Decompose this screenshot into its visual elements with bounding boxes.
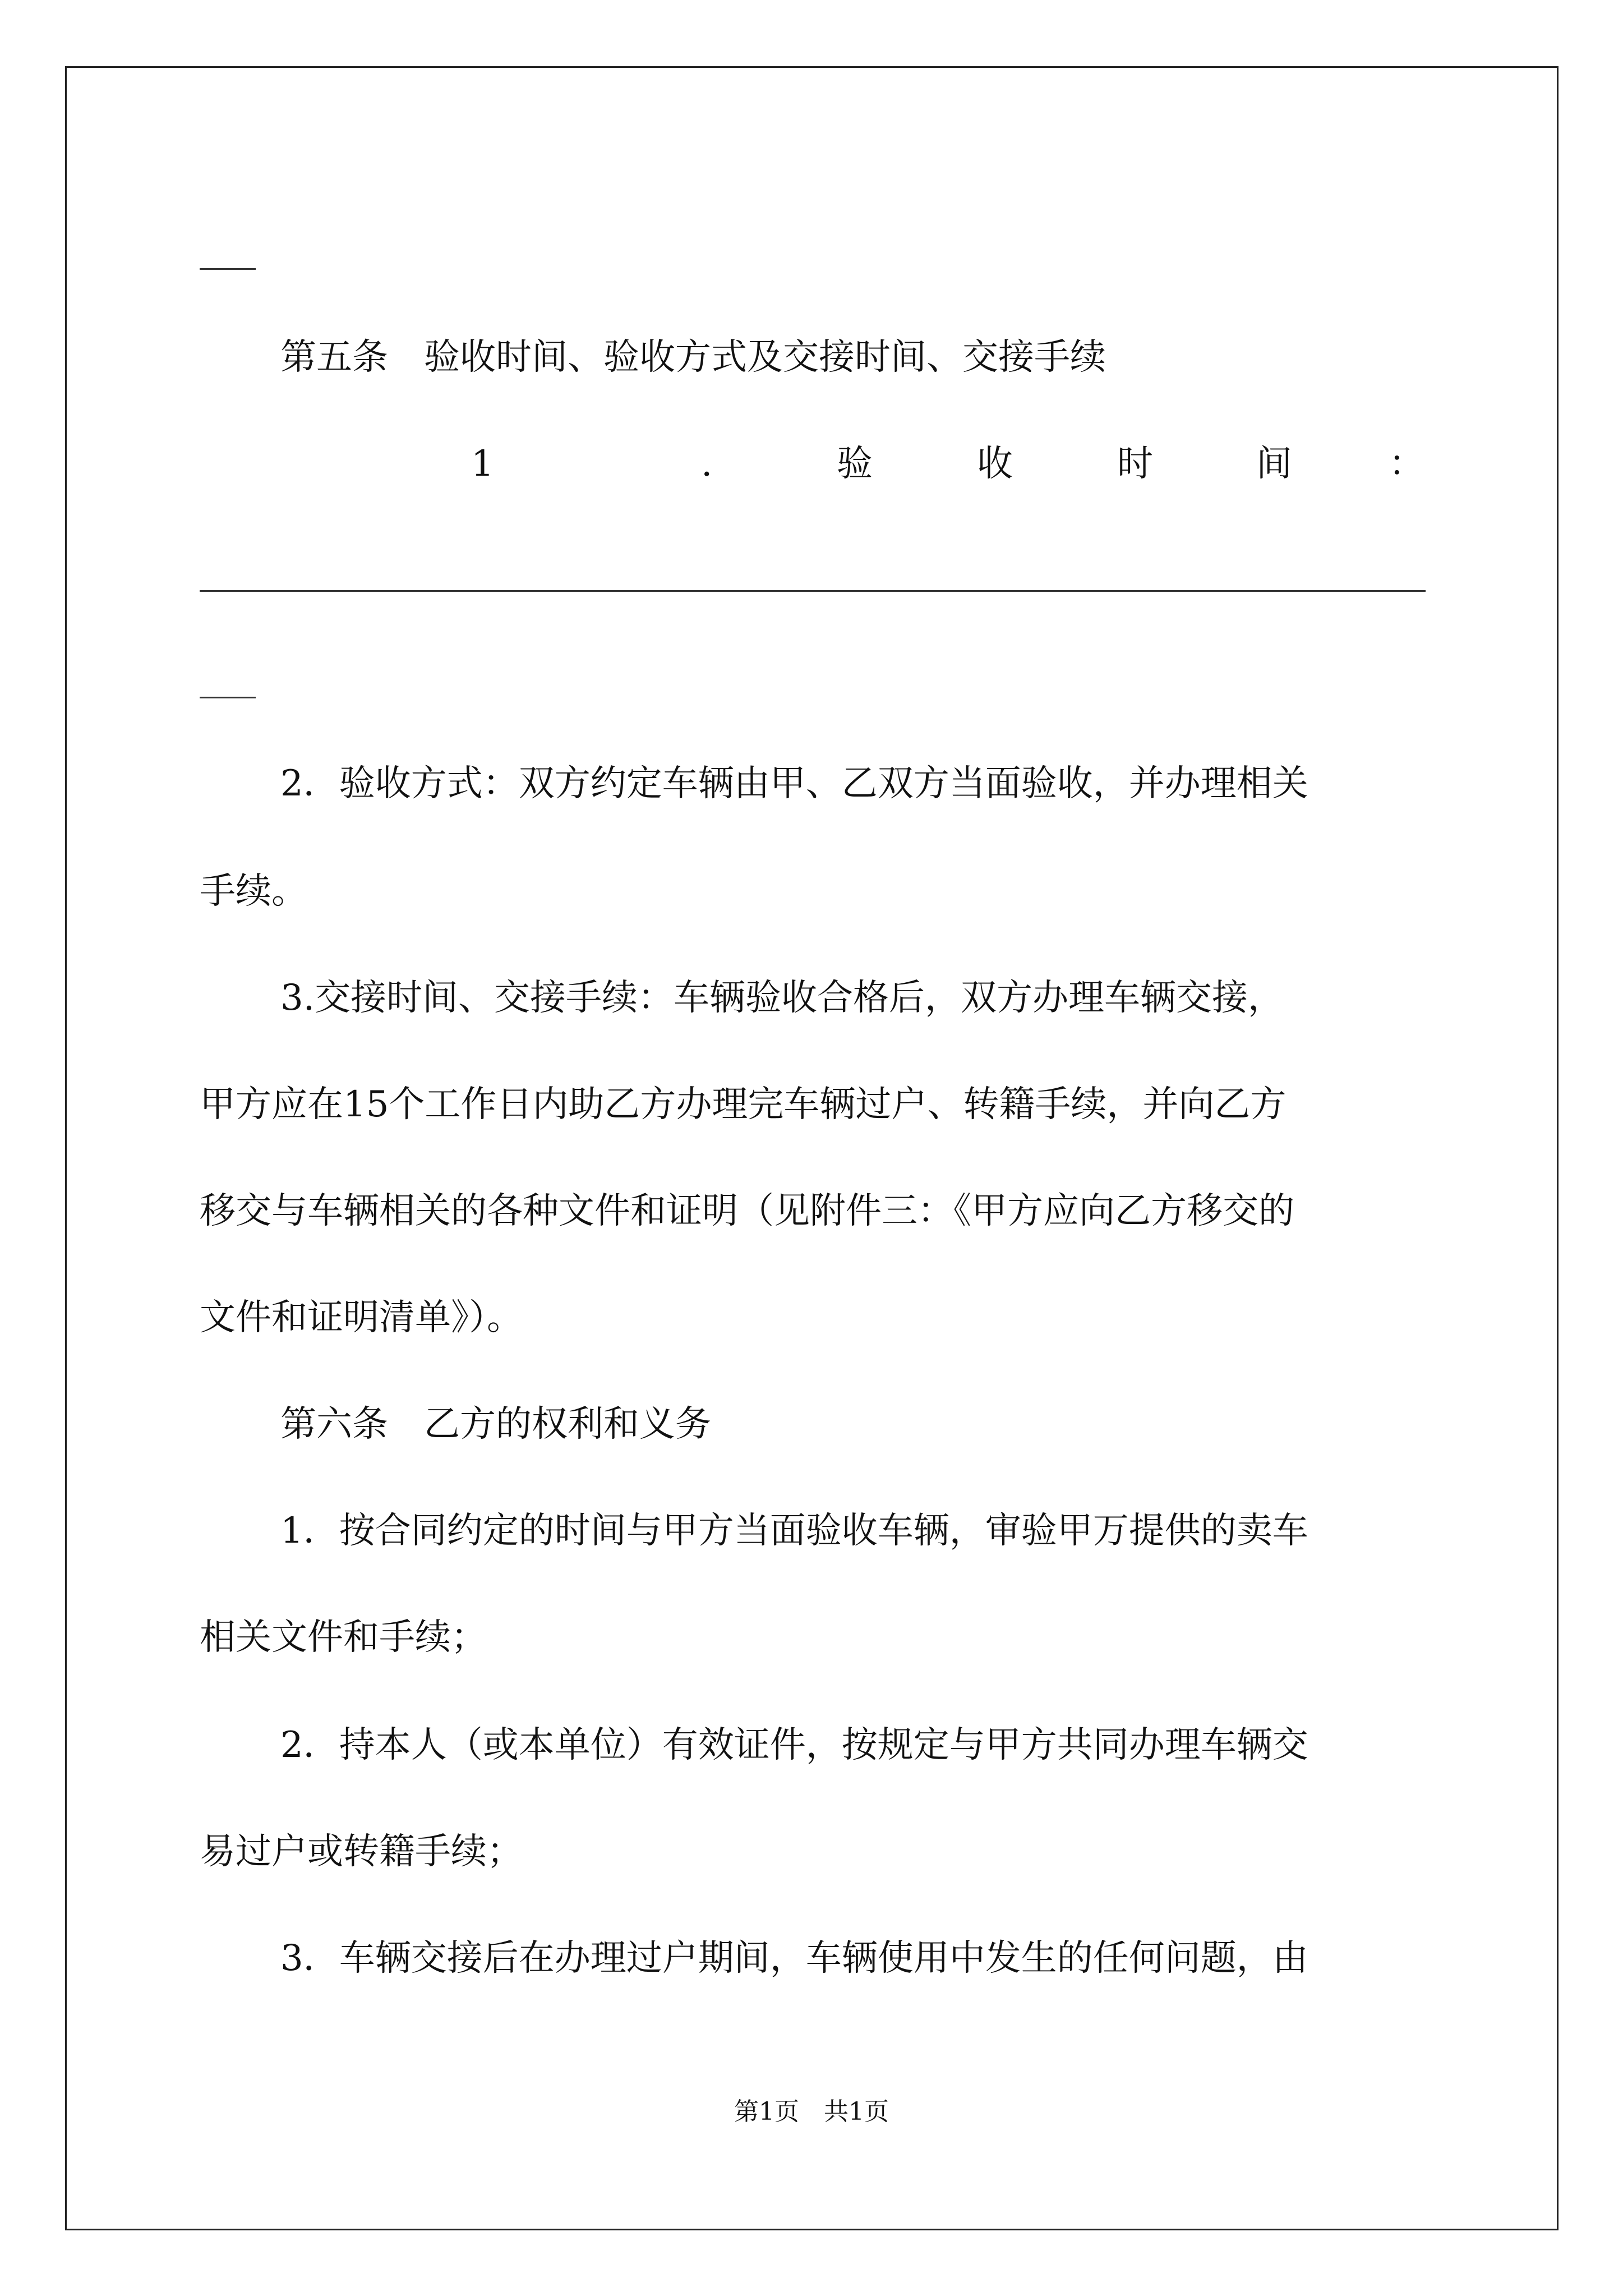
blank-underline-long	[200, 590, 1426, 592]
article6-item1-line2: 相关文件和手续；	[200, 1617, 487, 1658]
item1-colon: ：	[1389, 443, 1424, 485]
item1-number: 1	[471, 443, 494, 485]
article5-item2-line2: 手续。	[200, 871, 307, 912]
article6-item2-line1: 2．持本人（或本单位）有效证件，按规定与甲方共同办理车辆交	[280, 1724, 1308, 1766]
article5-item3-line4: 文件和证明清单》）。	[200, 1297, 523, 1338]
article6-item1-line1: 1．按合同约定的时间与甲方当面验收车辆，审验甲万提供的卖车	[280, 1510, 1308, 1552]
item1-char-4: 间	[1256, 443, 1292, 485]
item1-char-3: 时	[1117, 443, 1153, 485]
item1-dot: .	[701, 443, 713, 485]
item1-char-2: 收	[977, 443, 1013, 485]
blank-underline-top	[200, 268, 256, 270]
article5-title: 第五条 验收时间、验收方式及交接时间、交接手续	[280, 337, 1106, 378]
blank-underline-short	[200, 697, 256, 698]
article5-item3-line3: 移交与车辆相关的各种文件和证明（见附件三：《甲方应向乙方移交的	[200, 1190, 1294, 1232]
item1-char-1: 验	[837, 443, 873, 485]
article5-item3-line1: 3.交接时间、交接手续：车辆验收合格后，双方办理车辆交接，	[280, 977, 1284, 1019]
article5-item3-line2: 甲方应在15个工作日内助乙方办理完车辆过户、转籍手续，并向乙方	[200, 1084, 1287, 1125]
article5-item2-line1: 2．验收方式：双方约定车辆由甲、乙双方当面验收，并办理相关	[280, 763, 1308, 804]
article6-title: 第六条 乙方的权利和义务	[280, 1404, 711, 1445]
article6-item3-line1: 3．车辆交接后在办理过户期间，车辆使用中发生的任何问题，由	[280, 1938, 1308, 1979]
page-footer: 第1页 共1页	[734, 2097, 889, 2126]
page-border	[65, 66, 1559, 2230]
article6-item2-line2: 易过户或转籍手续；	[200, 1831, 523, 1872]
